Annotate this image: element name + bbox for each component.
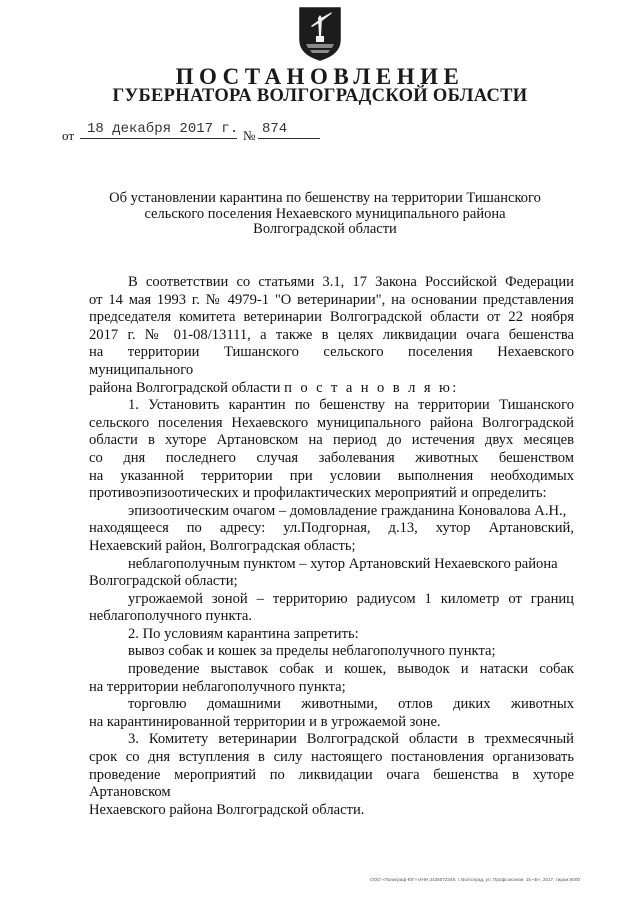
date-underline	[80, 138, 237, 139]
body-line: сельского поселения Нехаевского муниципального района Волгоградской	[89, 414, 574, 431]
body-line: вывоз собак и кошек за пределы неблагополучного пункта;	[128, 643, 496, 660]
body-line: председателя комитета ветеринарии Волгоградской области от 22 ноября	[89, 309, 574, 326]
body-line: В соответствии со статьями 3.1, 17 Закона Российской Федерации	[128, 274, 574, 290]
body-line: находящееся по адресу: ул.Подгорная, д.13, хутор Артановский,	[89, 520, 574, 537]
body-line: 3. Комитету ветеринарии Волгоградской области в трехмесячный	[128, 731, 574, 748]
document-body	[89, 274, 574, 819]
document-date: 18 декабря 2017 г.	[87, 121, 239, 137]
body-line: 2. По условиям карантина запретить:	[128, 625, 359, 642]
document-type: ПОСТАНОВЛЕНИЕ	[175, 64, 465, 89]
body-line: Нехаевского района Волгоградской области.	[89, 801, 365, 818]
body-line: Нехаевский район, Волгоградская область;	[89, 537, 356, 554]
issuer: ГУБЕРНАТОРА ВОЛГОГРАДСКОЙ ОБЛАСТИ	[112, 86, 528, 106]
body-line: неблагополучного пункта.	[89, 608, 253, 625]
title-line: сельского поселения Нехаевского муниципального района	[144, 205, 506, 222]
body-line: Волгоградской области;	[89, 573, 238, 590]
number-underline	[258, 138, 320, 139]
document-number: 874	[262, 121, 288, 137]
number-label: №	[243, 128, 256, 143]
resolve-word: п о с т а н о в л я ю:	[284, 379, 459, 396]
body-line-text: района Волгоградской области	[89, 379, 281, 396]
body-line: торговлю домашними животными, отлов диких животных	[128, 696, 574, 713]
body-line: неблагополучным пунктом – хутор Артановский Нехаевского района	[128, 555, 558, 572]
body-line: на территории неблагополучного пункта;	[89, 678, 346, 695]
document-title	[92, 191, 558, 238]
body-line: проведение мероприятий по ликвидации очага бешенства в хуторе Артановском	[89, 766, 574, 801]
body-line: противоэпизоотических и профилактических мероприятий и определить:	[89, 485, 547, 502]
title-line: Об установлении карантина по бешенству на территории Тишанского	[109, 190, 541, 206]
body-line: области в хуторе Артановском на период до истечения двух месяцев	[89, 432, 574, 449]
body-line: 1. Установить карантин по бешенству на территории Тишанского	[128, 397, 574, 414]
body-line: проведение выставок собак и кошек, выводок и натаски собак	[128, 661, 574, 678]
body-line: срок со дня вступления в силу настоящего постановления организовать	[89, 749, 574, 766]
coat-of-arms-icon	[298, 6, 342, 61]
title-line: Волгоградской области	[253, 221, 397, 237]
body-line: на территории Тишанского сельского поселения Нехаевского муниципального	[89, 344, 574, 378]
document-meta	[0, 121, 640, 145]
body-line	[89, 380, 574, 398]
date-label: от	[62, 128, 75, 143]
body-line: со дня последнего случая заболевания животных бешенством	[89, 449, 574, 466]
body-line: 2017 г. № 01-08/13111, а также в целях ликвидации очага бешенства	[89, 326, 574, 343]
body-line: на карантинированной территории и в угрожаемой зоне.	[89, 713, 441, 730]
printer-imprint: ООО «Полиграф-ЮГ» ИНН 3435072349, г. Волгоград, ул. Профсоюзная, 15 «Б», 2017, тираж 5000	[370, 877, 581, 882]
body-line: эпизоотическим очагом – домовладение гражданина Коновалова А.Н.,	[128, 502, 567, 519]
body-line: от 14 мая 1993 г. № 4979-1 "О ветеринарии", на основании представления	[89, 291, 574, 308]
body-line: на указанной территории при условии выполнения необходимых	[89, 467, 574, 484]
body-line: угрожаемой зоной – территорию радиусом 1 километр от границ	[128, 590, 574, 607]
